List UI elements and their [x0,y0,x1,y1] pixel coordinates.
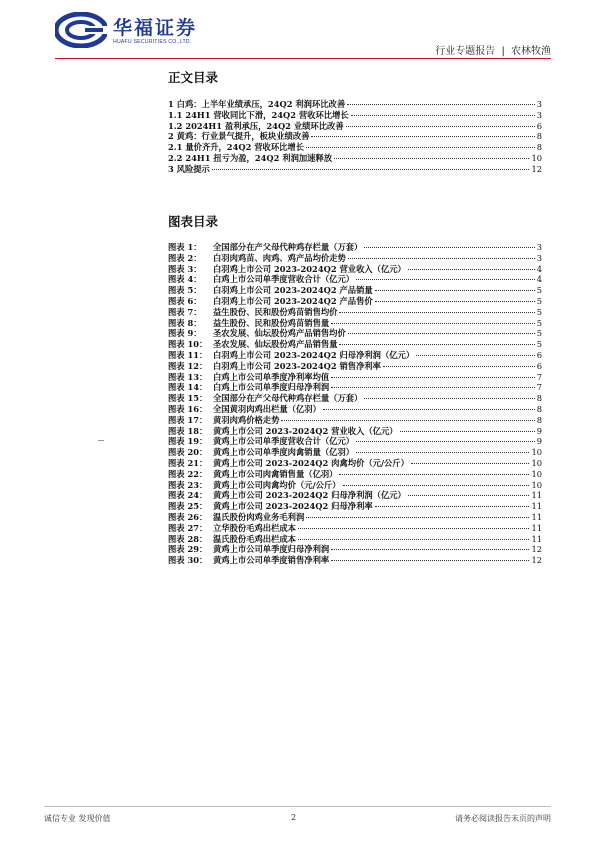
contents-item-label: 1 白鸡：上半年业绩承压，24Q2 利润环比改善 [168,99,346,109]
page-number: 2 [291,813,297,822]
report-type: 行业专题报告 [435,46,496,57]
footer-divider [44,806,551,807]
figure-item[interactable] [168,253,542,264]
figure-item-number: 图表 11： [168,349,208,360]
leader-dots [281,420,534,421]
figure-item-page: 10 [531,468,542,479]
figure-item-page: 6 [536,349,542,360]
figure-item[interactable] [168,555,542,566]
leader-dots [306,517,529,518]
contents-list [168,99,542,175]
leader-dots [408,269,535,270]
contents-item-label: 1.1 24H1 营收同比下滑，24Q2 营收环比增长 [168,109,349,120]
figure-item-number: 图表 22： [168,468,208,479]
page-header [0,0,595,62]
figure-item-page: 12 [531,555,542,566]
figure-item-page: 10 [531,457,542,468]
figure-item-page: 6 [536,360,542,371]
figure-item-page: 5 [536,295,542,306]
figure-item-page: 5 [536,317,542,328]
leader-dots [323,409,535,410]
figure-item-label: 黄鸡上市公司 2023-2024Q2 肉禽均价（元/公斤） [213,457,409,468]
figures-list [168,242,542,566]
leader-dots [331,549,529,550]
footer-disclaimer: 请务必阅读报告末页的声明 [455,814,551,823]
figure-item-label: 温氏股份肉鸡业务毛利润 [213,511,305,522]
figure-item[interactable] [168,458,542,469]
industry-name: 农林牧渔 [511,46,551,57]
figure-item-number: 图表 26： [168,511,208,522]
leader-dots [356,441,535,442]
report-category [435,42,551,57]
contents-item-page: 10 [531,152,542,163]
contents-item[interactable] [168,164,542,175]
contents-item-label: 3 风险提示 [168,163,210,174]
leader-dots [375,506,530,507]
figure-item-number: 图表 30： [168,555,208,566]
figure-item-number: 图表 2： [168,252,202,263]
figure-item-number: 图表 19： [168,436,208,447]
leader-dots [400,431,535,432]
leader-dots [331,377,535,378]
figure-item[interactable] [168,415,542,426]
figure-item[interactable] [168,523,542,534]
figure-item-page: 4 [536,274,542,285]
contents-item-label: 2.1 量价齐升，24Q2 营收环比增长 [168,142,305,153]
contents-item-label: 2 黄鸡：行业景气提升，板块业绩改善 [168,131,310,142]
figure-item-number: 图表 17： [168,414,208,425]
leader-dots [339,474,529,475]
figure-item-label: 白鸡上市公司单季度营收合计（亿元） [213,274,355,285]
leader-dots [375,290,535,291]
figure-item[interactable] [168,544,542,555]
figure-item-page: 5 [536,306,542,317]
figure-item-label: 白鸡上市公司单季度归母净利润 [213,382,330,393]
figures-title: 图表目录 [168,214,219,229]
figure-item-number: 图表 10： [168,339,208,350]
contents-item-page: 12 [531,163,542,174]
figure-item-page: 3 [536,252,542,263]
figure-item-page: 11 [531,511,542,522]
figure-item-label: 白羽鸡上市公司 2023-2024Q2 产品销量 [213,285,373,296]
figure-item-page: 11 [531,501,542,512]
figure-item-label: 益生股份、民和股份鸡苗销售量 [213,317,330,328]
figure-item[interactable] [168,382,542,393]
contents-item-label: 1.2 2024H1 盈利承压，24Q2 业绩环比改善 [168,120,344,131]
contents-item[interactable] [168,142,542,153]
figure-item-number: 图表 4： [168,274,202,285]
figure-item-label: 白羽鸡上市公司 2023-2024Q2 归母净利润（亿元） [213,349,415,360]
figure-item-label: 白羽鸡上市公司 2023-2024Q2 营业收入（亿元） [213,263,406,274]
leader-dots [356,452,529,453]
figure-item-page: 11 [531,522,542,533]
figure-item[interactable] [168,490,542,501]
leader-dots [416,355,535,356]
contents-item-page: 8 [536,131,542,142]
figure-item-label: 立华股份毛鸡出栏成本 [213,522,296,533]
figure-item-label: 黄鸡上市公司肉禽均价（元/公斤） [213,479,341,490]
leader-dots [351,115,535,116]
leader-dots [298,539,529,540]
figure-item[interactable] [168,480,542,491]
figure-item-page: 4 [536,263,542,274]
figure-item-label: 白鸡上市公司单季度净利率均值 [213,371,330,382]
huafu-logo-icon [55,12,107,48]
figure-item-page: 5 [536,339,542,350]
leader-dots [212,169,530,170]
leader-dots [356,279,535,280]
contents-item-page: 3 [536,109,542,120]
figure-item-number: 图表 3： [168,263,202,274]
figure-item[interactable] [168,350,542,361]
margin-mark [98,440,104,441]
contents-item-page: 8 [536,142,542,153]
leader-dots [331,387,535,388]
figure-item-page: 3 [536,242,542,252]
figure-item-page: 8 [536,403,542,414]
figure-item-label: 黄鸡上市公司单季度营收合计（亿元） [213,436,355,447]
leader-dots [348,258,535,259]
figure-item-page: 9 [536,425,542,436]
figure-item-page: 5 [536,328,542,339]
figure-item-number: 图表 25： [168,501,208,512]
figure-item-number: 图表 13： [168,371,208,382]
figure-item-label: 黄鸡上市公司单季度归母净利润 [213,544,330,555]
contents-item[interactable] [168,99,542,110]
figure-item-number: 图表 15： [168,393,208,404]
figure-item-page: 7 [536,382,542,393]
leader-dots [411,463,530,464]
header-divider [55,58,551,59]
contents-item-page: 3 [536,99,542,109]
figure-item-label: 圣农发展、仙坛股份鸡产品销售均价 [213,328,346,339]
contents-item[interactable] [168,110,542,121]
figure-item-page: 9 [536,436,542,447]
figure-item[interactable] [168,242,542,253]
figure-item-label: 黄鸡上市公司单季度肉禽销量（亿羽） [213,447,355,458]
figure-item[interactable] [168,534,542,545]
figure-item-number: 图表 29： [168,544,208,555]
figure-item[interactable] [168,469,542,480]
figure-item[interactable] [168,447,542,458]
figure-item-number: 图表 23： [168,479,208,490]
figure-item[interactable] [168,307,542,318]
leader-dots [346,126,535,127]
figure-item-label: 全国部分在产父母代种鸡存栏量（万套） [213,393,363,404]
leader-dots [339,344,534,345]
figure-item-number: 图表 6： [168,295,202,306]
leader-dots [347,104,535,105]
figure-item-label: 黄鸡上市公司单季度销售净利率 [213,555,330,566]
figure-item[interactable] [168,318,542,329]
figure-item-number: 图表 18： [168,425,208,436]
figure-item[interactable] [168,436,542,447]
figure-item-label: 全国部分在产父母代种鸡存栏量（万套） [213,242,363,252]
figure-item-page: 10 [531,447,542,458]
figure-item-label: 白羽鸡上市公司 2023-2024Q2 销售净利率 [213,360,381,371]
leader-dots [364,247,534,248]
contents-item[interactable] [168,131,542,142]
figure-item-page: 8 [536,393,542,404]
contents-item[interactable] [168,121,542,132]
footer-slogan: 诚信专业 发现价值 [44,814,111,823]
figure-item[interactable] [168,361,542,372]
leader-dots [331,560,529,561]
figure-item[interactable] [168,296,542,307]
leader-dots [383,366,535,367]
figure-item-label: 圣农发展、仙坛股份鸡产品销售量 [213,339,338,350]
figure-item-number: 图表 1： [168,242,202,252]
company-logo [55,12,255,50]
figure-item[interactable] [168,264,542,275]
figure-item-label: 黄羽肉鸡价格走势 [213,414,280,425]
figure-item-label: 益生股份、民和股份鸡苗销售均价 [213,306,338,317]
leader-dots [375,301,535,302]
figure-item-page: 7 [536,371,542,382]
figure-item[interactable] [168,274,542,285]
figure-item-number: 图表 5： [168,285,202,296]
leader-dots [334,158,529,159]
figure-item-number: 图表 21： [168,457,208,468]
figure-item-page: 8 [536,414,542,425]
figure-item-page: 11 [531,490,542,501]
leader-dots [311,136,534,137]
figure-item[interactable] [168,501,542,512]
figure-item-page: 11 [531,533,542,544]
figure-item[interactable] [168,426,542,437]
figure-item-label: 黄鸡上市公司 2023-2024Q2 营业收入（亿元） [213,425,398,436]
figure-item-label: 白羽肉鸡苗、肉鸡、鸡产品均价走势 [213,252,346,263]
figure-item-number: 图表 27： [168,522,208,533]
figure-item-label: 全国黄羽肉鸡出栏量（亿羽） [213,403,321,414]
company-name-en: HUAFU SECURITIES CO.,LTD. [113,39,192,45]
figure-item-number: 图表 7： [168,306,202,317]
contents-item-page: 6 [536,120,542,131]
figure-item-page: 10 [531,479,542,490]
figure-item[interactable] [168,339,542,350]
figure-item-page: 12 [531,544,542,555]
company-name-cn: 华福证券 [113,17,198,39]
leader-dots [331,323,535,324]
leader-dots [364,398,534,399]
figure-item-page: 5 [536,285,542,296]
figure-item-number: 图表 20： [168,447,208,458]
figure-item[interactable] [168,393,542,404]
figure-item-number: 图表 16： [168,403,208,414]
figure-item-number: 图表 14： [168,382,208,393]
figure-item[interactable] [168,328,542,339]
contents-title: 正文目录 [168,70,219,85]
figure-item[interactable] [168,372,542,383]
figure-item-label: 温氏股份毛鸡出栏成本 [213,533,296,544]
figure-item[interactable] [168,404,542,415]
leader-dots [339,312,534,313]
contents-item[interactable] [168,153,542,164]
leader-dots [408,495,530,496]
figure-item-label: 白羽鸡上市公司 2023-2024Q2 产品售价 [213,295,373,306]
figure-item-number: 图表 8： [168,317,202,328]
contents-item-label: 2.2 24H1 扭亏为盈，24Q2 利润加速释放 [168,152,333,163]
header-separator: | [501,46,505,57]
figure-item-number: 图表 9： [168,328,202,339]
figure-item[interactable] [168,512,542,523]
figure-item-number: 图表 28： [168,533,208,544]
leader-dots [348,333,535,334]
leader-dots [343,485,530,486]
figure-item-number: 图表 12： [168,360,208,371]
figure-item-label: 黄鸡上市公司 2023-2024Q2 归母净利润（亿元） [213,490,406,501]
figure-item-label: 黄鸡上市公司肉禽销售量（亿羽） [213,468,338,479]
figure-item-number: 图表 24： [168,490,208,501]
figure-item[interactable] [168,285,542,296]
leader-dots [298,528,529,529]
figure-item-label: 黄鸡上市公司 2023-2024Q2 归母净利率 [213,501,373,512]
leader-dots [306,147,535,148]
